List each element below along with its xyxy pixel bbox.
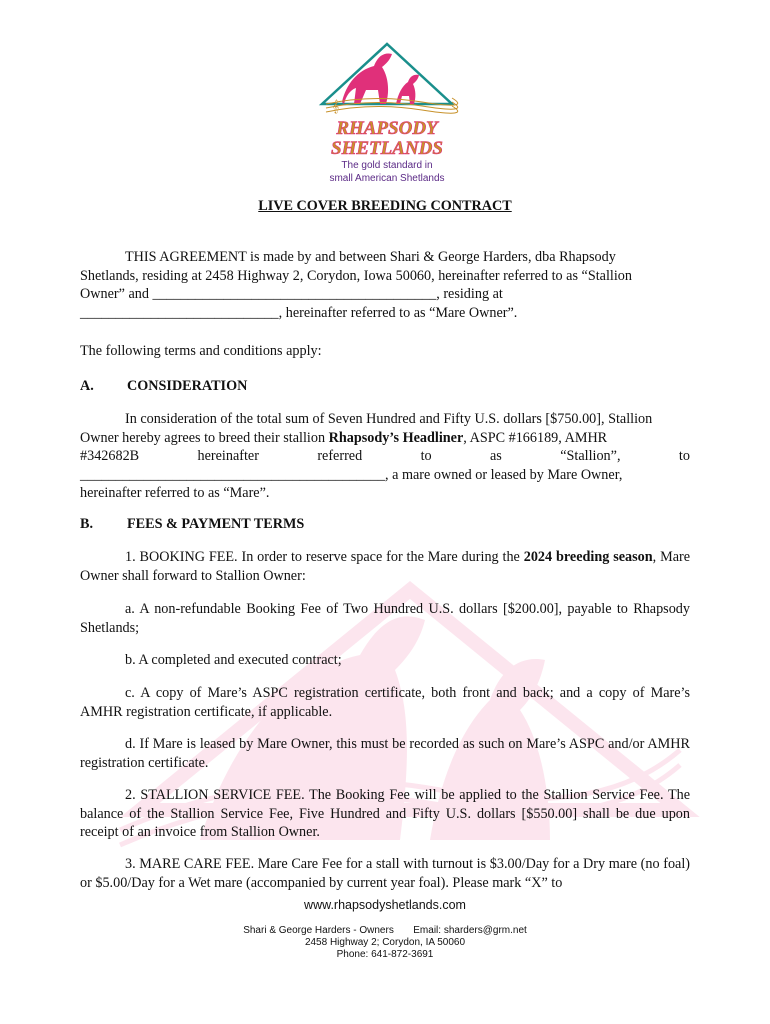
footer-owners: Shari & George Harders - Owners Email: sharders@grm.net (243, 925, 527, 936)
section-title: CONSIDERATION (127, 378, 248, 394)
text-run: Owner hereby agrees to breed their stallion (80, 429, 329, 446)
word: referred (317, 448, 363, 464)
word: hereinafter (197, 448, 259, 464)
footer-phone: Phone: 641-872-3691 (336, 949, 434, 960)
intro-line: Shetlands, residing at 2458 Highway 2, Corydon, Iowa 50060, hereinafter referred to as “Stallion (80, 267, 632, 284)
logo-tagline1: The gold standard in (341, 160, 433, 171)
section-letter: B. (80, 516, 94, 532)
word: “Stallion”, (560, 448, 621, 464)
para-line (80, 429, 690, 448)
word: #342682B (80, 448, 140, 464)
rhapsody-shetlands-logo (312, 40, 462, 188)
text-run: , Mare Owner shall forward to Stallion Owner: (80, 549, 691, 584)
word: as (490, 448, 502, 464)
word: to (678, 448, 690, 464)
terms-intro: The following terms and conditions apply: (80, 343, 322, 359)
svg-text:𝄞: 𝄞 (332, 99, 340, 113)
para-line-spread (80, 447, 690, 466)
footer-url: www.rhapsodyshetlands.com (304, 898, 466, 912)
logo-line1: RHAPSODY (336, 118, 438, 139)
booking-fee-paragraph (80, 548, 690, 585)
section-a-paragraph (80, 410, 690, 503)
text-run: 1. BOOKING FEE. In order to reserve space for the Mare during the (125, 549, 524, 565)
item-d: d. If Mare is leased by Mare Owner, this must be recorded as such on Mare’s ASPC and/or AMHR registration certificate. (80, 736, 690, 771)
mare-care-fee-paragraph: 3. MARE CARE FEE. Mare Care Fee for a stall with turnout is $3.00/Day for a Dry mare (no foal) or $5.00/Day for a Wet mare (accompanied by current year foal). Please mark “X” to (80, 856, 690, 891)
stallion-name: Rhapsody’s Headliner (328, 429, 464, 446)
section-a-heading (80, 377, 690, 396)
intro-line: Owner” and ________________________________________, residing at (80, 286, 503, 302)
contract-title: LIVE COVER BREEDING CONTRACT (258, 198, 512, 214)
intro-line: THIS AGREEMENT is made by and between Shari & George Harders, dba Rhapsody (125, 249, 616, 265)
item-b: b. A completed and executed contract; (125, 652, 342, 668)
para-line: hereinafter referred to as “Mare”. (80, 485, 270, 501)
item-c: c. A copy of Mare’s ASPC registration certificate, both front and back; and a copy of Mare’s AMHR registration certificate, if applicable. (80, 685, 690, 720)
section-letter: A. (80, 378, 94, 394)
season-word: season (613, 549, 653, 565)
logo-tagline2: small American Shetlands (329, 173, 445, 184)
breeding-season: 2024 breeding (523, 549, 610, 565)
section-b-heading (80, 515, 690, 534)
item-a: a. A non-refundable Booking Fee of Two Hundred U.S. dollars [$200.00], payable to Rhapsody Shetlands; (80, 601, 690, 636)
para-line: ___________________________________________, a mare owned or leased by Mare Owner, (80, 466, 623, 483)
stallion-service-fee-paragraph: 2. STALLION SERVICE FEE. The Booking Fee will be applied to the Stallion Service Fee. The balance of the Stallion Service Fee, Five Hundred and Fifty U.S. dollars [$550.00] shall be due upon receipt of an invoice from Stallion Owner. (80, 787, 690, 840)
logo-line2: SHETLANDS (331, 138, 443, 159)
intro-paragraph (80, 248, 690, 322)
word: to (420, 448, 432, 464)
section-title: FEES & PAYMENT TERMS (127, 516, 305, 532)
para-line: In consideration of the total sum of Seven Hundred and Fifty U.S. dollars [$750.00], Stallion (125, 411, 653, 427)
text-run: , ASPC #166189, AMHR (463, 429, 608, 446)
intro-line: ____________________________, hereinafter referred to as “Mare Owner”. (80, 304, 518, 321)
footer-address: 2458 Highway 2; Corydon, IA 50060 (304, 937, 466, 948)
